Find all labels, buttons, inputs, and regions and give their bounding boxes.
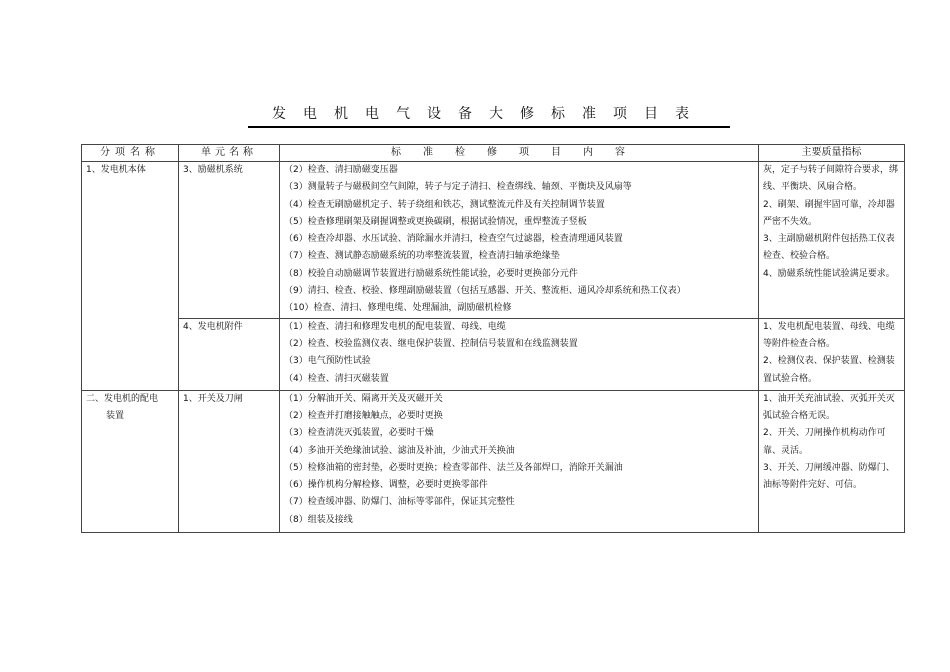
items-cell [280,162,759,319]
list-item: （4）检查无刷励磁机定子、转子绕组和铁芯，测试整流元件及有关控制调节装置 [284,199,605,210]
table-row [82,162,905,319]
header-category: 分项名称 [82,145,179,162]
header-quality: 主要质量指标 [759,145,905,162]
list-item: （9）清扫、检查、校验、修理副励磁装置（包括互感器、开关、整流柜、通风冷却系统和热工仪表） [284,286,686,297]
table-header-row [82,145,905,162]
quality-item: 3、主副励磁机附件包括热工仪表检查、校验合格。 [763,234,895,262]
list-item: （1）分解油开关、隔离开关及灭磁开关 [284,393,443,404]
unit-cell [179,318,280,390]
category-cell [82,162,179,391]
list-item: （8）校验自动励磁调节装置进行励磁系统性能试验，必要时更换部分元件 [284,268,578,279]
list-item: （6）检查冷却器、水压试验、消除漏水并清扫，检查空气过滤器，检查清理通风装置 [284,234,623,245]
list-item: （2）检查、校验监测仪表、继电保护装置、控制信号装置和在线监测装置 [284,338,578,349]
category-label: 二、发电机的配电 [86,393,159,404]
list-item: （5）检查修理刷架及刷握调整或更换碳刷，根据试验情况，重焊整流子竖板 [284,216,587,227]
table-row [82,318,905,390]
list-item: （2）检查并打磨接触触点，必要时更换 [284,410,443,421]
items-cell [280,318,759,390]
quality-cell [759,162,905,319]
header-items: 标准检修项目内容 [280,145,759,162]
unit-label: 4、发电机附件 [183,321,243,332]
list-item: （3）检查清洗灭弧装置，必要时干燥 [284,428,434,439]
quality-item: 2、检测仪表、保护装置、检测装置试验合格。 [763,356,895,384]
unit-cell [179,162,280,319]
quality-item: 2、开关、刀闸操作机构动作可靠、灵活。 [763,428,886,456]
category-label-cont: 装置 [106,410,125,421]
list-item: （10）检查、清扫、修理电缆、处理漏油，副励磁机检修 [284,303,512,314]
list-item: （4）检查、清扫灭磁装置 [284,373,389,384]
quality-item: 2、刷架、刷握牢固可靠，冷却器严密不失效。 [763,199,895,227]
quality-item: 3、开关、刀闸缓冲器、防爆门、油标等附件完好、可信。 [763,462,895,491]
list-item: （3）电气预防性试验 [284,356,371,367]
items-cell [280,390,759,532]
quality-item: 1、油开关充油试验、灭弧开关灭弧试验合格无误。 [763,393,895,421]
unit-label: 1、开关及刀闸 [183,393,243,404]
header-unit: 单元名称 [179,145,280,162]
category-label: 1、发电机本体 [86,165,146,175]
list-item: （3）测量转子与磁极间空气间隙，转子与定子清扫、检查绑线、轴颈、平衡块及风扇等 [284,182,632,193]
quality-item: 1、发电机配电装置、母线、电缆等附件检查合格。 [763,321,895,349]
list-item: （8）组装及接线 [284,514,353,525]
list-item: （7）检查、测试静态励磁系统的功率整流装置，检查清扫轴承绝缘垫 [284,251,560,262]
maintenance-table [81,144,905,533]
table-row [82,390,905,532]
list-item: （1）检查、清扫和修理发电机的配电装置、母线、电缆 [284,321,506,332]
category-cell [82,390,179,532]
unit-label: 3、励磁机系统 [183,165,243,175]
list-item: （7）检查缓冲器、防爆门、油标等零部件，保证其完整性 [284,497,515,508]
list-item: （2）检查、清扫励磁变压器 [284,165,398,175]
page-title: 发电机电气设备大修标准项目表 [248,105,730,128]
quality-item: 4、励磁系统性能试验满足要求。 [763,268,895,279]
quality-item: 灰，定子与转子间隙符合要求，绑线、平衡块、风扇合格。 [763,165,899,193]
quality-cell [759,318,905,390]
list-item: （4）多油开关绝缘油试验、滤油及补油，少油式开关换油 [284,445,515,456]
quality-cell [759,390,905,532]
list-item: （5）检修油箱的密封垫，必要时更换；检查零部件、法兰及各部焊口，消除开关漏油 [284,462,623,473]
unit-cell [179,390,280,532]
list-item: （6）操作机构分解检修、调整，必要时更换零部件 [284,480,488,491]
